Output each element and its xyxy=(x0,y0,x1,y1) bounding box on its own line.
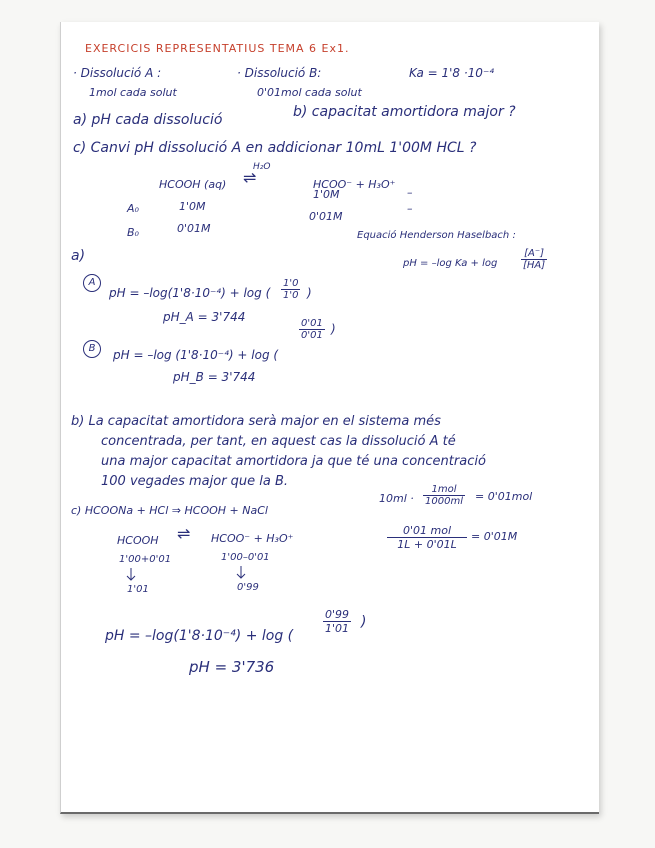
solution-b-label: · Dissolució B: xyxy=(237,66,322,80)
question-b: b) capacitat amortidora major ? xyxy=(293,104,516,120)
henderson-denominator: [HA] xyxy=(523,260,546,271)
row-a0-base: 1'0M xyxy=(313,188,340,201)
circle-b-marker: B xyxy=(83,340,101,358)
right-value: 0'99 xyxy=(237,582,259,593)
result-ph-a: pH_A = 3'744 xyxy=(163,310,246,324)
left-value: 1'01 xyxy=(127,584,149,595)
row-b0-acid: 0'01M xyxy=(177,222,211,235)
solution-a-label: · Dissolució A : xyxy=(73,66,162,80)
calc1-result: = 0'01mol xyxy=(475,490,533,503)
calc1-denominator: 1000ml xyxy=(425,496,463,507)
henderson-title: Equació Henderson Haselbach : xyxy=(357,230,516,241)
calc1-prefix: 10ml · xyxy=(379,492,414,505)
right-sum: 1'00–0'01 xyxy=(221,552,270,563)
circle-a-marker: A xyxy=(83,274,101,292)
calc2-denominator: 1L + 0'01L xyxy=(397,538,457,551)
result-ph-b: pH_B = 3'744 xyxy=(173,370,256,384)
fraction-b-numerator: 0'01 xyxy=(301,318,323,329)
part-c-eq-right: HCOO⁻ + H₃O⁺ xyxy=(211,532,294,545)
final-denominator: 1'01 xyxy=(325,622,350,635)
final-numerator: 0'99 xyxy=(325,608,350,621)
row-b0-base: 0'01M xyxy=(309,210,343,223)
equilibrium-arrow: ⇌ xyxy=(243,168,257,187)
row-b0-h3o: – xyxy=(407,202,413,215)
henderson-numerator: [A⁻] xyxy=(521,248,547,260)
reaction-right: HCOO⁻ + H₃O⁺ xyxy=(313,178,396,191)
row-a0-label: A₀ xyxy=(127,202,139,215)
calc2-result: = 0'01M xyxy=(471,530,518,543)
left-sum: 1'00+0'01 xyxy=(119,554,172,565)
fraction-a-denominator: 1'0 xyxy=(283,290,299,301)
part-b-line-2: concentrada, per tant, en aquest cas la dissolució A té xyxy=(101,434,456,449)
equation-a: pH = –log(1'8·10⁻⁴) + log ( xyxy=(109,286,271,300)
calc2-numerator: 0'01 mol xyxy=(387,524,467,538)
fraction-b-denominator: 0'01 xyxy=(301,330,323,341)
part-b-line-1: b) La capacitat amortidora serà major en el sistema més xyxy=(71,414,441,429)
henderson-formula: pH = –log Ka + log xyxy=(403,258,498,269)
row-a0-h3o: – xyxy=(407,186,413,199)
row-a0-acid: 1'0M xyxy=(179,200,206,213)
equation-b-close: ) xyxy=(331,322,336,336)
part-b-line-3: una major capacitat amortidora ja que té una concentració xyxy=(101,454,486,469)
part-a-label: a) xyxy=(71,248,86,264)
solution-b-description: 0'01mol cada solut xyxy=(257,86,362,99)
equation-a-close: ) xyxy=(307,286,312,300)
final-equation-close: ) xyxy=(361,614,367,630)
row-b0-label: B₀ xyxy=(127,226,139,239)
reaction-left: HCOOH (aq) xyxy=(159,178,227,191)
solution-a-description: 1mol cada solut xyxy=(89,86,177,99)
part-b-line-4: 100 vegades major que la B. xyxy=(101,474,289,489)
part-c-equilibrium-arrow: ⇌ xyxy=(177,524,191,543)
reaction-catalyst: H₂O xyxy=(253,162,271,172)
page-title: EXERCICIS REPRESENTATIUS TEMA 6 Ex1. xyxy=(85,42,350,55)
final-equation: pH = –log(1'8·10⁻⁴) + log ( xyxy=(105,628,294,644)
ka-value: Ka = 1'8 ·10⁻⁴ xyxy=(409,66,495,80)
calc1-numerator: 1mol xyxy=(423,484,465,496)
equation-b: pH = –log (1'8·10⁻⁴) + log ( xyxy=(113,348,279,362)
down-arrows xyxy=(61,22,599,812)
final-result: pH = 3'736 xyxy=(189,658,275,676)
question-a: a) pH cada dissolució xyxy=(73,112,223,128)
question-c: c) Canvi pH dissolució A en addicionar 10mL 1'00M HCL ? xyxy=(73,140,477,156)
part-c-reaction: c) HCOONa + HCl ⇒ HCOOH + NaCl xyxy=(71,504,268,517)
fraction-a-numerator: 1'0 xyxy=(283,278,299,289)
notebook-page xyxy=(60,22,599,814)
part-c-eq-left: HCOOH xyxy=(117,534,159,547)
